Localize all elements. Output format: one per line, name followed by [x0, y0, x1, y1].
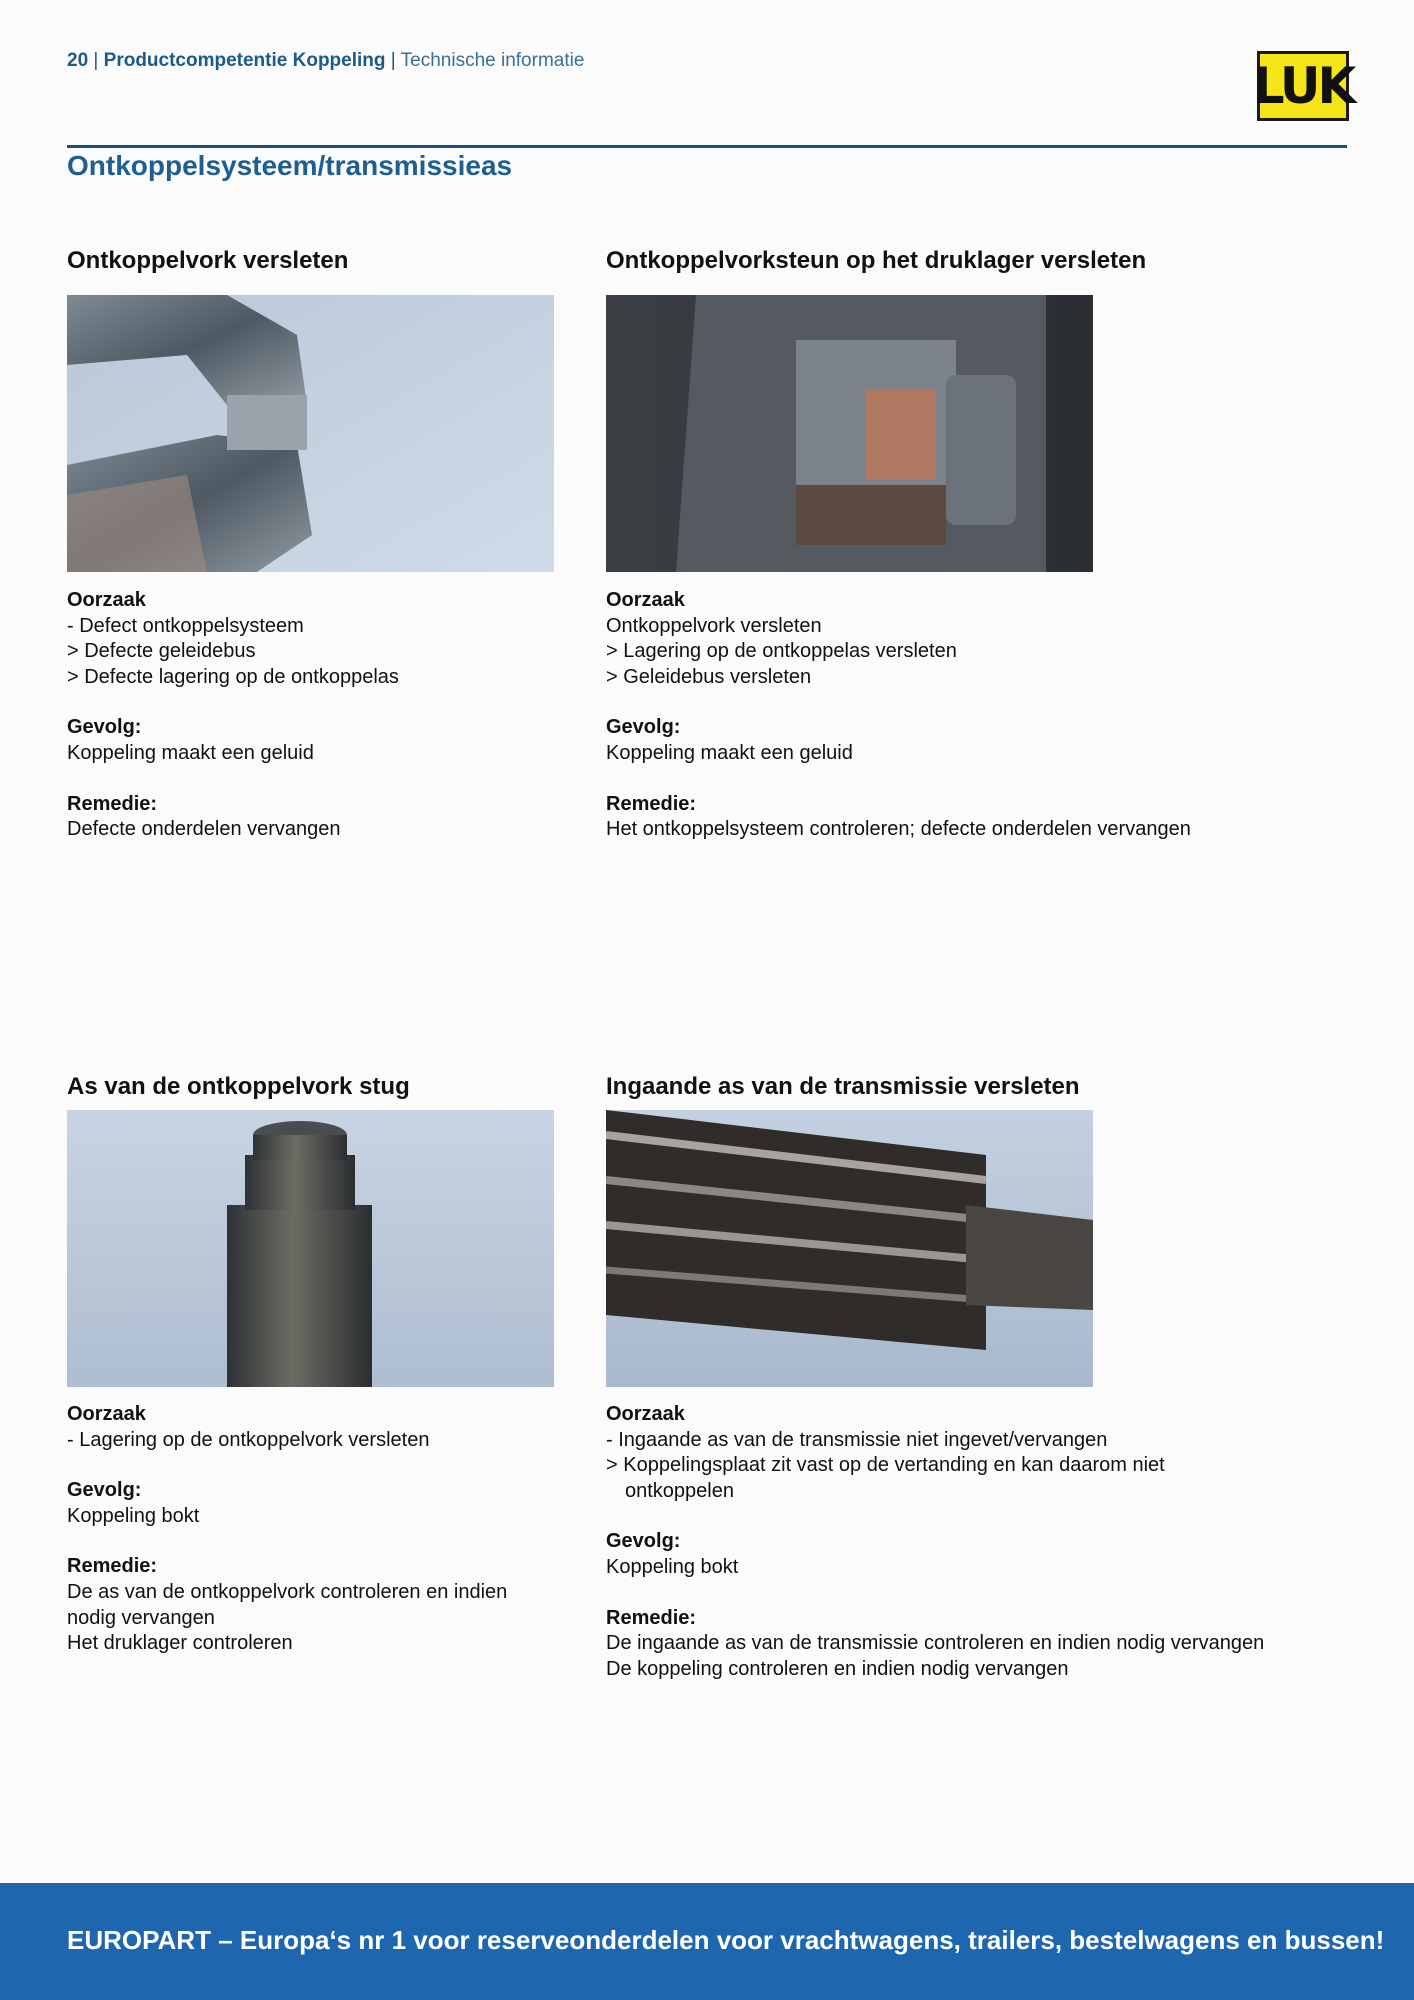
photo-worn-input-shaft: [606, 1110, 1093, 1387]
effect-line: Koppeling maakt een geluid: [67, 741, 314, 764]
effect-label: Gevolg:: [606, 716, 681, 739]
remedy-label: Remedie:: [67, 792, 158, 815]
header-divider: [67, 145, 1347, 148]
cause-line: - Defect ontkoppelsysteem: [67, 614, 304, 637]
cause-line: Ontkoppelvork versleten: [606, 614, 822, 637]
running-header: [67, 50, 584, 72]
card-ontkoppelvorksteun: [606, 247, 1306, 275]
cause-line: > Defecte geleidebus: [67, 640, 256, 663]
cause-line: - Lagering op de ontkoppelvork versleten: [67, 1428, 430, 1451]
effect-line: Koppeling maakt een geluid: [606, 741, 853, 764]
remedy-line: De koppeling controleren en indien nodig vervangen: [606, 1657, 1069, 1680]
subsection-title: Technische informatie: [400, 50, 585, 71]
cause-line: > Lagering op de ontkoppelas versleten: [606, 640, 957, 663]
header-separator: |: [390, 50, 396, 71]
effect-label: Gevolg:: [606, 1530, 681, 1553]
footer-slogan: EUROPART – Europa‘s nr 1 voor reserveonderdelen voor vrachtwagens, trailers, bestelwagens en bussen!: [67, 1925, 1385, 1955]
remedy-line: De ingaande as van de transmissie controleren en indien nodig vervangen: [606, 1632, 1265, 1655]
cause-label: Oorzaak: [67, 589, 146, 611]
cause-label: Oorzaak: [67, 1403, 146, 1425]
effect-label: Gevolg:: [67, 716, 142, 739]
remedy-label: Remedie:: [606, 792, 697, 815]
card-ingaande-as: [606, 1073, 1306, 1101]
card-2-text: [606, 588, 1326, 843]
page-title: Ontkoppelsysteem/transmissieas: [67, 150, 513, 181]
cause-line: > Geleidebus versleten: [606, 665, 812, 688]
photo-stiff-fork-shaft: [67, 1110, 554, 1387]
card-title: Ontkoppelvorksteun op het druklager versleten: [606, 247, 1147, 274]
cause-label: Oorzaak: [606, 589, 685, 611]
remedy-line: De as van de ontkoppelvork controleren en indien: [67, 1580, 508, 1603]
remedy-label: Remedie:: [606, 1606, 697, 1629]
effect-line: Koppeling bokt: [67, 1504, 200, 1527]
cause-line: > Defecte lagering op de ontkoppelas: [67, 665, 399, 688]
remedy-line: nodig vervangen: [67, 1606, 215, 1629]
remedy-line: Defecte onderdelen vervangen: [67, 818, 341, 841]
cause-line: - Ingaande as van de transmissie niet ingevet/vervangen: [606, 1428, 1108, 1451]
remedy-line: Het ontkoppelsysteem controleren; defecte onderdelen vervangen: [606, 818, 1191, 841]
card-title: Ontkoppelvork versleten: [67, 247, 349, 274]
cause-line: ontkoppelen: [625, 1479, 734, 1502]
photo-worn-release-fork: [67, 295, 554, 572]
effect-label: Gevolg:: [67, 1479, 142, 1502]
photo-worn-fork-support: [606, 295, 1093, 572]
page-number: 20: [67, 50, 89, 71]
card-4-text: [606, 1402, 1326, 1682]
section-title: Productcompetentie Koppeling: [103, 50, 386, 71]
remedy-label: Remedie:: [67, 1555, 158, 1578]
effect-line: Koppeling bokt: [606, 1555, 739, 1578]
header-separator: |: [93, 50, 99, 71]
luk-logo: [1252, 51, 1354, 121]
cause-line: > Koppelingsplaat zit vast op de vertanding en kan daarom niet: [606, 1454, 1165, 1477]
footer-banner: [0, 1883, 1414, 2000]
remedy-line: Het druklager controleren: [67, 1632, 293, 1655]
card-title: As van de ontkoppelvork stug: [67, 1073, 410, 1100]
logo-text: LUK: [1252, 57, 1354, 115]
card-title: Ingaande as van de transmissie versleten: [606, 1073, 1080, 1100]
cause-label: Oorzaak: [606, 1403, 685, 1425]
